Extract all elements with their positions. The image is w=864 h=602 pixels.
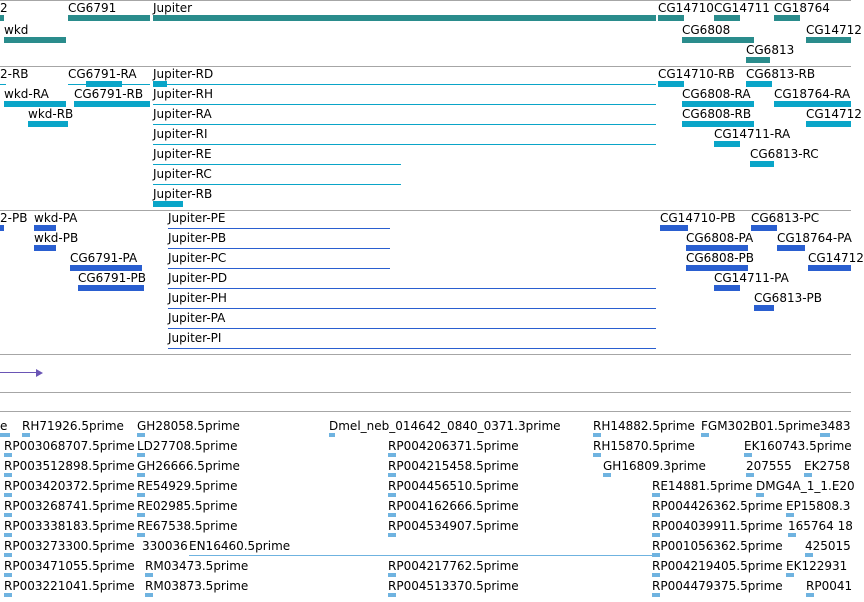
est-glyph[interactable] xyxy=(593,453,601,457)
est-label[interactable]: RP004426362.5prime xyxy=(652,499,783,513)
est-label[interactable]: RP001056362.5prime xyxy=(652,539,783,553)
gene-label[interactable]: CG14710 xyxy=(658,1,714,15)
est-glyph[interactable] xyxy=(4,493,12,497)
protein-label[interactable]: Jupiter-PB xyxy=(168,231,227,245)
est-label[interactable]: RP004219405.5prime xyxy=(652,559,783,573)
est-label[interactable]: LD27708.5prime xyxy=(137,439,238,453)
est-glyph[interactable] xyxy=(4,533,12,537)
est-glyph[interactable] xyxy=(603,473,611,477)
est-label[interactable]: RP003268741.5prime xyxy=(4,499,135,513)
est-label[interactable]: Dmel_neb_014642_0840_0371.3prime xyxy=(329,419,561,433)
gene-glyph[interactable] xyxy=(714,15,740,21)
est-glyph[interactable] xyxy=(388,533,396,537)
est-label[interactable]: RH14882.5prime xyxy=(593,419,695,433)
protein-glyph[interactable] xyxy=(714,285,740,291)
est-label[interactable]: 207555 xyxy=(746,459,792,473)
est-glyph[interactable] xyxy=(4,573,12,577)
est-label[interactable]: RP004513370.5prime xyxy=(388,579,519,593)
transcript-label[interactable]: CG14712 xyxy=(806,107,862,121)
transcript-label[interactable]: CG6791-RA xyxy=(68,67,137,81)
transcript-glyph[interactable] xyxy=(153,84,656,85)
transcript-label[interactable]: CG18764-RA xyxy=(774,87,851,101)
est-label[interactable]: EK2758 xyxy=(804,459,850,473)
est-glyph[interactable] xyxy=(652,553,660,557)
gene-label[interactable]: Jupiter xyxy=(153,1,193,15)
protein-glyph[interactable] xyxy=(808,265,851,271)
protein-glyph[interactable] xyxy=(751,225,777,231)
protein-glyph[interactable] xyxy=(0,225,4,231)
protein-glyph[interactable] xyxy=(168,328,656,329)
est-label[interactable]: FGM302B01.5prime xyxy=(701,419,821,433)
est-label[interactable]: e xyxy=(0,419,8,433)
transcript-glyph[interactable] xyxy=(0,84,6,85)
est-label[interactable]: 425015 xyxy=(805,539,851,553)
est-glyph[interactable] xyxy=(388,573,396,577)
transcript-label[interactable]: wkd-RB xyxy=(28,107,74,121)
protein-label[interactable]: Jupiter-PD xyxy=(168,271,228,285)
feature-glyph[interactable] xyxy=(0,372,36,373)
protein-label[interactable]: CG18764-PA xyxy=(777,231,852,245)
protein-glyph[interactable] xyxy=(168,348,656,349)
transcript-label[interactable]: Jupiter-RC xyxy=(153,167,212,181)
est-glyph[interactable] xyxy=(652,573,660,577)
est-label[interactable]: RM03473.5prime xyxy=(145,559,249,573)
est-glyph[interactable] xyxy=(137,513,145,517)
est-glyph[interactable] xyxy=(652,533,660,537)
protein-label[interactable]: CG14711-PA xyxy=(714,271,789,285)
gene-glyph[interactable] xyxy=(4,37,66,43)
transcript-glyph[interactable] xyxy=(658,81,684,87)
est-glyph[interactable] xyxy=(4,593,12,597)
gene-label[interactable]: CG18764 xyxy=(774,1,830,15)
gene-glyph[interactable] xyxy=(658,15,684,21)
transcript-label[interactable]: CG6813-RC xyxy=(750,147,819,161)
track-divider xyxy=(0,354,851,355)
protein-glyph[interactable] xyxy=(168,248,390,249)
est-glyph[interactable] xyxy=(137,533,145,537)
est-glyph[interactable] xyxy=(701,433,709,437)
transcript-glyph[interactable] xyxy=(153,144,656,145)
est-glyph[interactable] xyxy=(137,453,145,457)
transcript-glyph[interactable] xyxy=(153,104,656,105)
est-label[interactable]: RP004217762.5prime xyxy=(388,559,519,573)
transcript-glyph[interactable] xyxy=(153,124,656,125)
est-glyph[interactable] xyxy=(652,593,660,597)
est-label[interactable]: GH26666.5prime xyxy=(137,459,240,473)
protein-label[interactable]: wkd-PB xyxy=(34,231,79,245)
est-label[interactable]: 330036 xyxy=(142,539,188,553)
est-glyph[interactable] xyxy=(652,513,660,517)
est-label[interactable]: RP003512898.5prime xyxy=(4,459,135,473)
protein-glyph[interactable] xyxy=(754,305,774,311)
transcript-glyph[interactable] xyxy=(806,121,851,127)
est-glyph[interactable] xyxy=(329,433,335,437)
est-glyph[interactable] xyxy=(744,453,752,457)
est-glyph[interactable] xyxy=(756,493,764,497)
est-glyph[interactable] xyxy=(22,433,30,437)
protein-label[interactable]: 2-PB xyxy=(0,211,28,225)
est-label[interactable]: RP003221041.5prime xyxy=(4,579,135,593)
protein-glyph[interactable] xyxy=(777,245,805,251)
transcript-label[interactable]: Jupiter-RE xyxy=(153,147,212,161)
transcript-label[interactable]: Jupiter-RB xyxy=(153,187,213,201)
est-glyph[interactable] xyxy=(820,433,830,437)
est-glyph[interactable] xyxy=(388,513,396,517)
transcript-glyph[interactable] xyxy=(153,164,401,165)
transcript-glyph[interactable] xyxy=(153,184,401,185)
protein-label[interactable]: Jupiter-PE xyxy=(168,211,226,225)
transcript-label[interactable]: CG14710-RB xyxy=(658,67,735,81)
protein-label[interactable]: wkd-PA xyxy=(34,211,78,225)
gene-glyph[interactable] xyxy=(746,57,770,63)
est-glyph[interactable] xyxy=(388,493,396,497)
est-label[interactable]: RH71926.5prime xyxy=(22,419,124,433)
est-glyph[interactable] xyxy=(145,573,153,577)
est-glyph[interactable] xyxy=(4,473,12,477)
protein-label[interactable]: CG14710-PB xyxy=(660,211,736,225)
est-glyph[interactable] xyxy=(137,493,145,497)
gene-glyph[interactable] xyxy=(774,15,800,21)
protein-label[interactable]: CG6791-PB xyxy=(78,271,147,285)
est-label[interactable]: RP003471055.5prime xyxy=(4,559,135,573)
transcript-label[interactable]: CG14711-RA xyxy=(714,127,791,141)
est-glyph[interactable] xyxy=(0,433,10,437)
gene-label[interactable]: 2 xyxy=(0,1,8,15)
gene-label[interactable]: CG6791 xyxy=(68,1,117,15)
protein-label[interactable]: Jupiter-PC xyxy=(168,251,227,265)
est-glyph[interactable] xyxy=(4,453,12,457)
est-glyph[interactable] xyxy=(746,473,754,477)
protein-label[interactable]: Jupiter-PA xyxy=(168,311,226,325)
transcript-label[interactable]: wkd-RA xyxy=(4,87,49,101)
est-label[interactable]: EN16460.5prime xyxy=(189,539,291,553)
est-label[interactable]: 165764 18 xyxy=(788,519,853,533)
est-label[interactable]: RP004479375.5prime xyxy=(652,579,783,593)
est-label[interactable]: RP0041 xyxy=(806,579,853,593)
transcript-glyph[interactable] xyxy=(714,141,740,147)
protein-glyph[interactable] xyxy=(168,268,390,269)
transcript-label[interactable]: CG6808-RA xyxy=(682,87,751,101)
right-arrow-icon xyxy=(36,369,43,377)
est-label[interactable]: RP004162666.5prime xyxy=(388,499,519,513)
transcript-label[interactable]: Jupiter-RD xyxy=(153,67,214,81)
gene-label[interactable]: wkd xyxy=(4,23,29,37)
gene-glyph[interactable] xyxy=(153,15,656,21)
est-label[interactable]: EK122931 xyxy=(786,559,848,573)
transcript-glyph[interactable] xyxy=(750,161,774,167)
protein-label[interactable]: CG6791-PA xyxy=(70,251,138,265)
est-label[interactable]: RM03873.5prime xyxy=(145,579,249,593)
est-glyph[interactable] xyxy=(788,533,796,537)
protein-label[interactable]: Jupiter-PH xyxy=(168,291,227,305)
est-label[interactable]: RP003338183.5prime xyxy=(4,519,135,533)
transcript-label[interactable]: CG6813-RB xyxy=(746,67,816,81)
est-label[interactable]: RP004456510.5prime xyxy=(388,479,519,493)
est-label[interactable]: RH15870.5prime xyxy=(593,439,695,453)
gene-glyph[interactable] xyxy=(682,37,754,43)
gene-label[interactable]: CG6813 xyxy=(746,43,795,57)
transcript-glyph[interactable] xyxy=(28,121,68,127)
protein-label[interactable]: CG6813-PB xyxy=(754,291,823,305)
gene-label[interactable]: CG6808 xyxy=(682,23,731,37)
est-glyph[interactable] xyxy=(189,555,656,556)
est-glyph[interactable] xyxy=(388,593,396,597)
est-label[interactable]: RP003068707.5prime xyxy=(4,439,135,453)
est-glyph[interactable] xyxy=(805,553,813,557)
transcript-label[interactable]: Jupiter-RI xyxy=(153,127,208,141)
transcript-glyph[interactable] xyxy=(74,101,150,107)
transcript-label[interactable]: Jupiter-RA xyxy=(153,107,212,121)
transcript-glyph[interactable] xyxy=(153,201,183,207)
est-glyph[interactable] xyxy=(786,513,794,517)
est-label[interactable]: GH16809.3prime xyxy=(603,459,706,473)
gene-label[interactable]: CG14711 xyxy=(714,1,770,15)
est-label[interactable]: RP004206371.5prime xyxy=(388,439,519,453)
est-glyph[interactable] xyxy=(388,453,396,457)
est-label[interactable]: RP004039911.5prime xyxy=(652,519,783,533)
est-glyph[interactable] xyxy=(137,473,145,477)
est-glyph[interactable] xyxy=(652,493,660,497)
protein-glyph[interactable] xyxy=(34,245,56,251)
est-label[interactable]: GH28058.5prime xyxy=(137,419,240,433)
est-label[interactable]: RE14881.5prime xyxy=(652,479,753,493)
est-glyph[interactable] xyxy=(145,593,153,597)
protein-label[interactable]: CG6808-PB xyxy=(686,251,755,265)
est-glyph[interactable] xyxy=(4,553,12,557)
est-glyph[interactable] xyxy=(593,433,601,437)
transcript-label[interactable]: Jupiter-RH xyxy=(153,87,214,101)
transcript-label[interactable]: 2-RB xyxy=(0,67,29,81)
est-label[interactable]: RP004215458.5prime xyxy=(388,459,519,473)
est-label[interactable]: 3483 xyxy=(820,419,851,433)
protein-label[interactable]: CG14712 xyxy=(808,251,864,265)
gene-glyph[interactable] xyxy=(806,37,851,43)
est-glyph[interactable] xyxy=(137,433,145,437)
est-label[interactable]: EK160743.5prime xyxy=(744,439,852,453)
est-label[interactable]: RE67538.5prime xyxy=(137,519,238,533)
protein-glyph[interactable] xyxy=(168,228,390,229)
est-glyph[interactable] xyxy=(786,573,794,577)
est-label[interactable]: RP003273300.5prime xyxy=(4,539,135,553)
track-divider xyxy=(0,392,851,393)
gene-glyph[interactable] xyxy=(68,15,150,21)
est-label[interactable]: RP004534907.5prime xyxy=(388,519,519,533)
track-divider xyxy=(0,411,851,412)
protein-label[interactable]: Jupiter-PI xyxy=(168,331,222,345)
est-label[interactable]: RE54929.5prime xyxy=(137,479,238,493)
gene-label[interactable]: CG14712 xyxy=(806,23,862,37)
est-label[interactable]: EP15808.3 xyxy=(786,499,851,513)
protein-label[interactable]: CG6813-PC xyxy=(751,211,820,225)
protein-glyph[interactable] xyxy=(168,288,656,289)
est-label[interactable]: RP003420372.5prime xyxy=(4,479,135,493)
est-glyph[interactable] xyxy=(4,513,12,517)
transcript-label[interactable]: CG6808-RB xyxy=(682,107,752,121)
protein-label[interactable]: CG6808-PA xyxy=(686,231,754,245)
protein-glyph[interactable] xyxy=(660,225,688,231)
est-label[interactable]: DMG4A_1_1.E20 xyxy=(756,479,855,493)
protein-glyph[interactable] xyxy=(168,308,656,309)
est-glyph[interactable] xyxy=(388,473,396,477)
est-glyph[interactable] xyxy=(804,473,812,477)
est-label[interactable]: RE02985.5prime xyxy=(137,499,238,513)
transcript-label[interactable]: CG6791-RB xyxy=(74,87,144,101)
protein-glyph[interactable] xyxy=(78,285,144,291)
est-glyph[interactable] xyxy=(806,593,814,597)
gene-glyph[interactable] xyxy=(0,15,4,21)
